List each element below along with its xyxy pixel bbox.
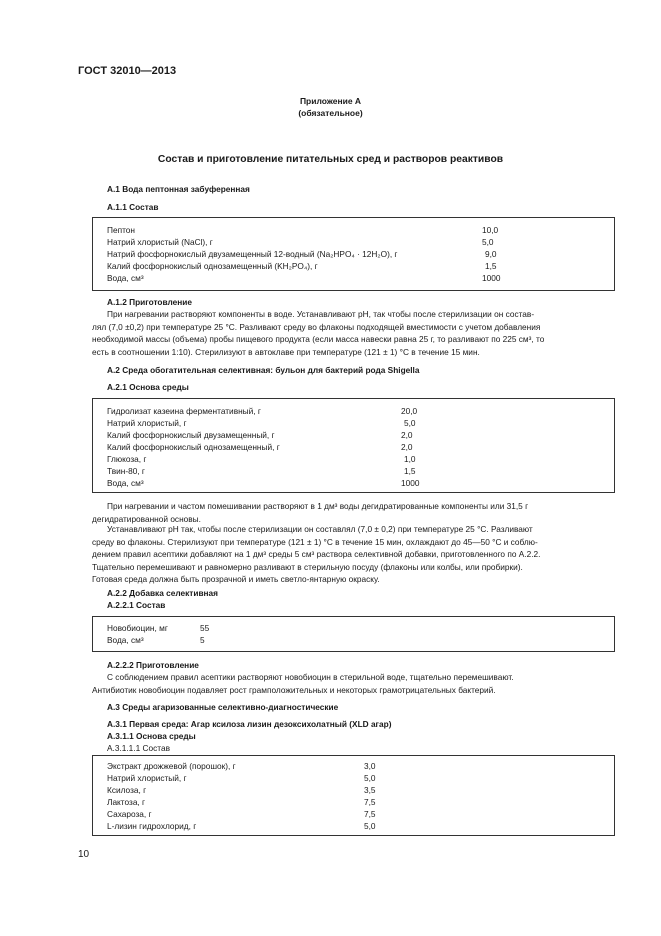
page-number: 10 [78, 849, 90, 860]
table-value: 7,5 [364, 797, 376, 807]
table-row: Калий фосфорнокислый однозамещенный, г [107, 442, 280, 452]
table-row: Натрий хлористый, г [107, 773, 187, 783]
table-value: 5,0 [364, 821, 376, 831]
table-value: 1,5 [485, 261, 497, 271]
table-row: Ксилоза, г [107, 785, 147, 795]
table-row: Калий фосфорнокислый двузамещенный, г [107, 430, 275, 440]
appendix-title: Приложение А [299, 96, 362, 106]
table-row: Новобиоцин, мг [107, 623, 168, 633]
table-value: 2,0 [401, 442, 413, 452]
table-value: 2,0 [401, 430, 413, 440]
paragraph-a21-sterilize: Устанавливают pH так, чтобы после стерилизации он составлял (7,0 ± 0,2) при температуре 25 °С. Разливают среду во флаконы. Стерилизуют при температуре (121 ± 1) °С в течение 15 мин, охлаждают до 45—50 °С и соблю- дением правил асептики добавляют на 1 дм³ среды 5 см³ раствора селективной добавки, приготовленного по А.2.2. Тщательно перемешивают и равномерно разливают в стерильную посуду (флаконы или колбы, или пробирки). Готовая среда должна быть прозрачной и иметь светло-янтарную окраску. [92, 524, 541, 585]
table-row: Твин-80, г [107, 466, 145, 476]
table-row: Натрий хлористый (NaCl), г [107, 237, 213, 247]
document-code: ГОСТ 32010—2013 [78, 65, 177, 77]
composition-table-2 [92, 398, 615, 493]
table-value: 10,0 [482, 225, 499, 235]
table-row: Вода, см³ [107, 478, 144, 488]
main-heading: Состав и приготовление питательных сред и растворов реактивов [157, 154, 504, 165]
section-a1-heading: А.1 Вода пептонная забуференная [107, 184, 250, 194]
paragraph-a222: С соблюдением правил асептики растворяют новобиоцин в стерильной воде, тщательно перемешивают. Антибиотик новобиоцин подавляет рост грамположительных и некоторых грамотрицательных бактерий. [92, 672, 514, 695]
table-row: Гидролизат казеина ферментативный, г [107, 406, 261, 416]
section-a2-heading: А.2 Среда обогатительная селективная: бульон для бактерий рода Shigella [107, 365, 420, 375]
section-a222-heading: А.2.2.2 Приготовление [107, 660, 199, 670]
table-value: 9,0 [485, 249, 497, 259]
section-a22-heading: А.2.2 Добавка селективная [107, 588, 219, 598]
section-a12-heading: А.1.2 Приготовление [107, 297, 192, 307]
section-a31-heading: А.3.1 Первая среда: Агар ксилоза лизин дезоксихолатный (XLD агар) [107, 719, 392, 729]
section-a3-heading: А.3 Среды агаризованные селективно-диагностические [107, 702, 339, 712]
table-value: 20,0 [401, 406, 418, 416]
table-value: 3,5 [364, 785, 376, 795]
table-row: Вода, см³ [107, 635, 144, 645]
paragraph-a12: При нагревании растворяют компоненты в воде. Устанавливают pH, так чтобы после стерилизации он состав- лял (7,0 ±0,2) при температуре 25 °С. Разливают среду во флаконы подходящей вместимости с учетом добавления необходимой массы (объема) пробы пищевого продукта (если масса навески равна 25 г, то разливают по 225 см³, то есть в соотношении 1:10). Стерилизуют в автоклаве при температуре (121 ± 1) °С в течение 15 мин. [92, 309, 545, 357]
composition-table-1 [92, 217, 615, 291]
table-value: 5,0 [364, 773, 376, 783]
table-row: Натрий фосфорнокислый двузамещенный 12-водный (Na₂HPO₄ · 12H₂O), г [107, 249, 398, 259]
table-value: 1,0 [404, 454, 416, 464]
table-value: 1000 [401, 478, 420, 488]
table-value: 7,5 [364, 809, 376, 819]
table-row: Пептон [107, 225, 135, 235]
table-row: Вода, см³ [107, 273, 144, 283]
table-row: Сахароза, г [107, 809, 152, 819]
table-value: 5,0 [482, 237, 494, 247]
table-row: Калий фосфорнокислый однозамещенный (KH₂PO₄), г [107, 261, 318, 271]
table-row: Натрий хлористый, г [107, 418, 187, 428]
table-row: Лактоза, г [107, 797, 146, 807]
table-row: Экстракт дрожжевой (порошок), г [107, 761, 236, 771]
table-row: L-лизин гидрохлорид, г [107, 821, 197, 831]
table-value: 55 [200, 623, 210, 633]
table-row: Глюкоза, г [107, 454, 147, 464]
table-value: 1000 [482, 273, 501, 283]
section-a311-heading: А.3.1.1 Основа среды [107, 731, 196, 741]
composition-table-3 [92, 616, 615, 652]
section-a221-heading: А.2.2.1 Состав [107, 600, 166, 610]
paragraph-a21-dissolve: При нагревании и частом помешивании растворяют в 1 дм³ воды дегидратированные компоненты или 31,5 г дегидратированной основы. [92, 501, 529, 524]
section-a3111-heading: А.3.1.1.1 Состав [107, 743, 171, 753]
table-value: 3,0 [364, 761, 376, 771]
table-value: 1,5 [404, 466, 416, 476]
section-a21-heading: А.2.1 Основа среды [107, 382, 189, 392]
section-a11-heading: А.1.1 Состав [107, 202, 159, 212]
table-value: 5 [200, 635, 205, 645]
appendix-subtitle: (обязательное) [298, 108, 363, 118]
table-value: 5,0 [404, 418, 416, 428]
composition-table-4 [92, 755, 615, 836]
